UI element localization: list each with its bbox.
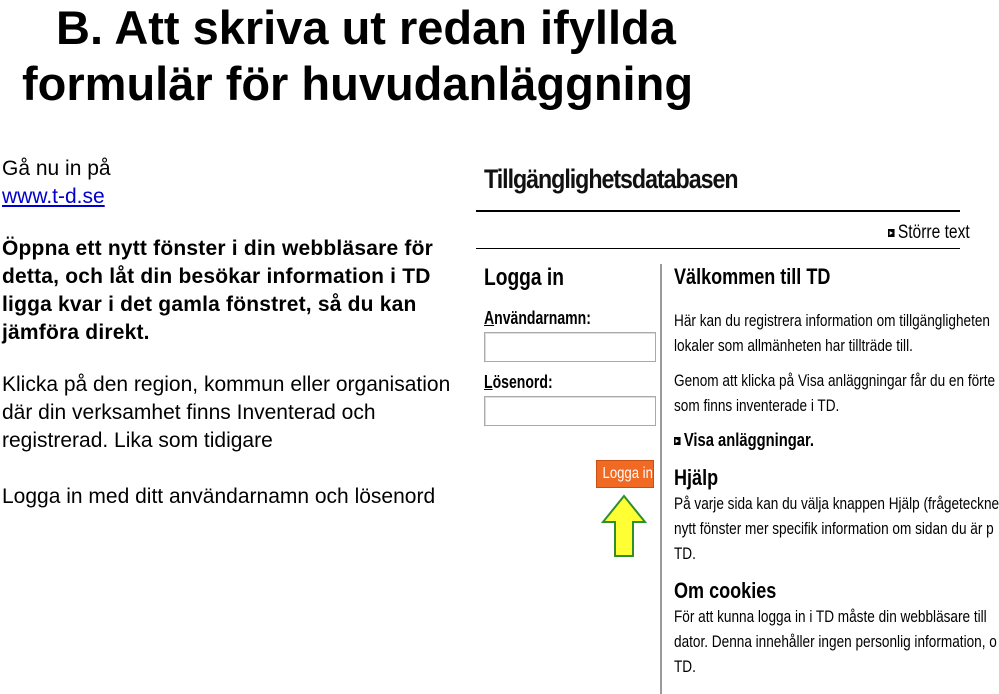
- bigger-text-link[interactable]: [888, 222, 970, 244]
- password-label-text: ösenord:: [492, 372, 553, 392]
- show-facilities-label: Visa anläggningar.: [683, 430, 815, 450]
- slide-title-line-2: formulär för huvudanläggning: [22, 57, 694, 110]
- intro-label: Gå nu in på: [2, 157, 111, 180]
- column-divider: [660, 264, 662, 694]
- username-label-accesskey: A: [484, 308, 495, 328]
- instructions: [2, 155, 462, 511]
- bigger-text-label: Större text: [897, 222, 970, 243]
- username-input[interactable]: [484, 332, 656, 362]
- welcome-panel: [674, 264, 999, 679]
- welcome-text-1a: Här kan du registrera information om tillgängligheten: [674, 311, 990, 330]
- password-input[interactable]: [484, 396, 656, 426]
- cookies-text-3: TD.: [674, 657, 696, 676]
- show-facilities-link[interactable]: [674, 430, 920, 451]
- username-label: [484, 308, 591, 329]
- instruction-click-region: Klicka på den region, kommun eller organisation där din verksamhet finns Inventerad och registrerad. Lika som tidigare: [2, 373, 451, 452]
- toolbar-divider: [476, 248, 960, 249]
- username-label-text: nvändarnamn:: [494, 308, 591, 328]
- help-heading: Hjälp: [674, 465, 719, 490]
- password-label-accesskey: L: [484, 372, 493, 392]
- instruction-open-window: Öppna ett nytt fönster i din webbläsare för detta, och låt din besökar information i TD ligga kvar i det gamla fönstret, så du kan jämföra direkt.: [2, 237, 433, 344]
- cookies-heading: Om cookies: [674, 578, 777, 603]
- square-bullet-icon: [674, 437, 681, 445]
- welcome-heading: Välkommen till TD: [674, 264, 831, 289]
- slide-title: [22, 0, 942, 112]
- slide-title-line-1: B. Att skriva ut redan ifyllda: [56, 1, 676, 54]
- help-text-2: nytt fönster mer specifik information om sidan du är p: [674, 519, 994, 538]
- login-button[interactable]: [596, 460, 654, 488]
- square-bullet-icon: [888, 229, 895, 237]
- header-divider: [476, 210, 960, 212]
- site-title: Tillgänglighetsdatabasen: [484, 164, 738, 194]
- cookies-text-2: dator. Denna innehåller ingen personlig information, o: [674, 632, 997, 651]
- help-text-1: På varje sida kan du välja knappen Hjälp (frågeteckne: [674, 494, 999, 513]
- password-label: [484, 372, 553, 393]
- up-arrow-icon: [601, 494, 647, 558]
- website-screenshot: [476, 160, 999, 690]
- cookies-text-1: För att kunna logga in i TD måste din webbläsare till: [674, 607, 987, 626]
- welcome-text-2a: Genom att klicka på Visa anläggningar får du en förte: [674, 371, 996, 390]
- intro-text: [2, 155, 462, 211]
- site-link[interactable]: www.t-d.se: [2, 185, 105, 208]
- login-button-label: Logga in: [602, 465, 653, 482]
- instruction-login: Logga in med ditt användarnamn och lösenord: [2, 485, 436, 508]
- help-text-3: TD.: [674, 544, 696, 563]
- login-heading: Logga in: [484, 264, 564, 291]
- welcome-text-1b: lokaler som allmänheten har tillträde till.: [674, 336, 913, 355]
- welcome-text-2b: som finns inventerade i TD.: [674, 396, 840, 415]
